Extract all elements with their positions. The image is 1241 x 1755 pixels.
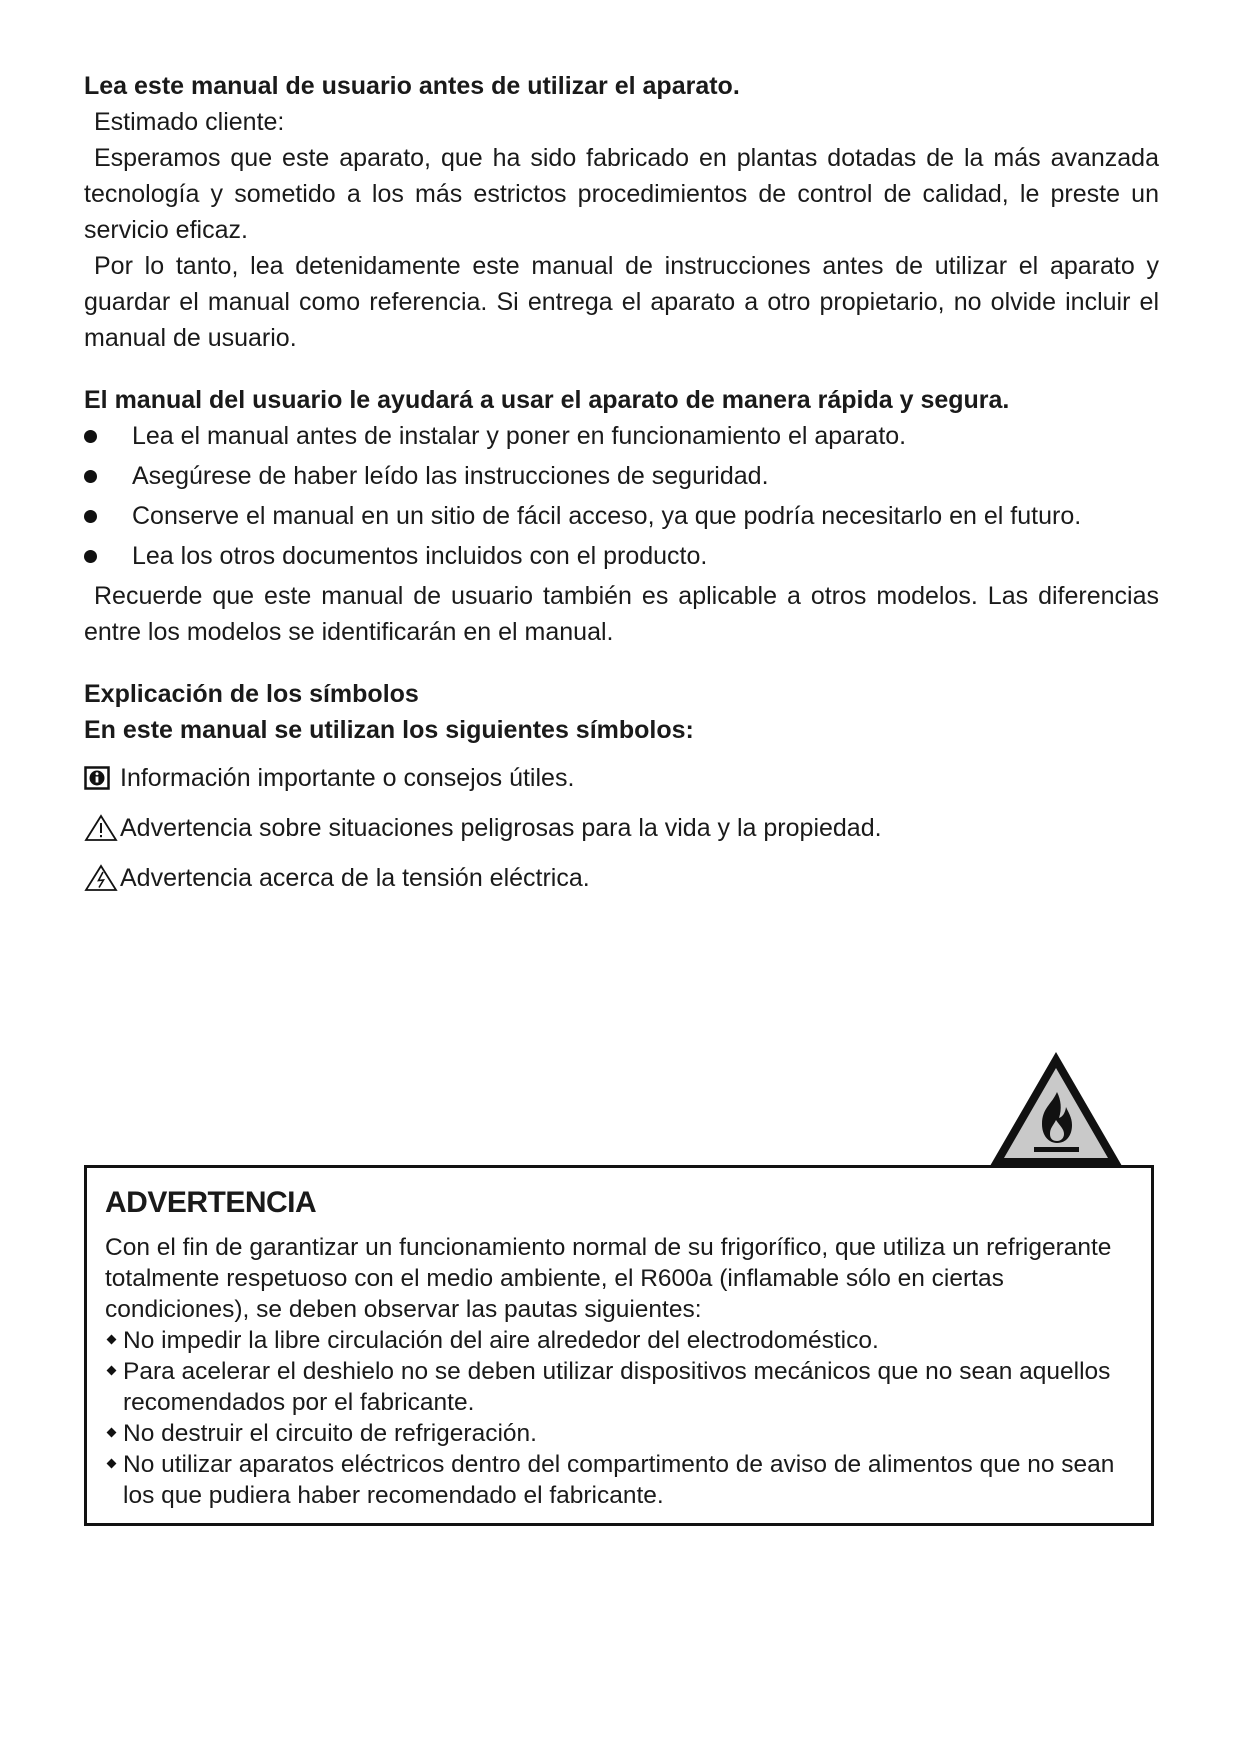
electric-warning-icon bbox=[84, 863, 120, 893]
models-note: Recuerde que este manual de usuario también es aplicable a otros modelos. Las diferencias entre los modelos se identificarán en el manual. bbox=[84, 582, 1159, 646]
warning-title: ADVERTENCIA bbox=[105, 1186, 317, 1219]
warning-triangle-icon bbox=[84, 813, 120, 843]
list-item: Lea el manual antes de instalar y poner en funcionamiento el aparato. bbox=[84, 418, 1159, 454]
bullet-icon bbox=[84, 470, 97, 483]
symbol-row-electric bbox=[84, 860, 1159, 896]
list-item: Para acelerar el deshielo no se deben utilizar dispositivos mecánicos que no sean aquellos recomendados por el fabricante. bbox=[105, 1356, 1133, 1418]
list-item: Conserve el manual en un sitio de fácil acceso, ya que podría necesitarlo en el futuro. bbox=[84, 498, 1159, 534]
list-item: Lea los otros documentos incluidos con el producto. bbox=[84, 538, 1159, 574]
info-icon bbox=[84, 763, 120, 793]
symbols-heading: Explicación de los símbolos bbox=[84, 680, 419, 708]
flammable-warning-icon bbox=[986, 1048, 1126, 1170]
symbol-row-warning bbox=[84, 810, 1159, 846]
warning-list bbox=[105, 1325, 1133, 1511]
list-item: No utilizar aparatos eléctricos dentro del compartimento de aviso de alimentos que no sean los que pudiera haber recomendado el fabricante. bbox=[105, 1449, 1133, 1511]
usage-heading: El manual del usuario le ayudará a usar el aparato de manera rápida y segura. bbox=[84, 386, 1010, 414]
intro-paragraph-2: Por lo tanto, lea detenidamente este manual de instrucciones antes de utilizar el aparato y guardar el manual como referencia. Si entrega el aparato a otro propietario, no olvide incluir el manual de usuario. bbox=[84, 252, 1159, 352]
intro-paragraph-1: Esperamos que este aparato, que ha sido fabricado en plantas dotadas de la más avanzada tecnología y sometido a los más estrictos procedimientos de control de calidad, le preste un servicio eficaz. bbox=[84, 144, 1159, 244]
bullet-icon bbox=[84, 510, 97, 523]
list-item: Asegúrese de haber leído las instrucciones de seguridad. bbox=[84, 458, 1159, 494]
symbols-subheading: En este manual se utilizan los siguientes símbolos: bbox=[84, 716, 694, 744]
symbol-text: Advertencia sobre situaciones peligrosas para la vida y la propiedad. bbox=[120, 814, 882, 842]
symbol-text: Información importante o consejos útiles. bbox=[120, 764, 575, 792]
list-item: No impedir la libre circulación del aire alrededor del electrodoméstico. bbox=[105, 1325, 1133, 1356]
greeting: Estimado cliente: bbox=[94, 108, 285, 136]
bullet-icon bbox=[84, 550, 97, 563]
warning-body: Con el fin de garantizar un funcionamiento normal de su frigorífico, que utiliza un refrigerante totalmente respetuoso con el medio ambiente, el R600a (inflamable sólo en ciertas condiciones), se deben observar las pautas siguientes: bbox=[105, 1234, 1112, 1323]
bullet-icon bbox=[84, 430, 97, 443]
symbol-text: Advertencia acerca de la tensión eléctrica. bbox=[120, 864, 590, 892]
list-item: No destruir el circuito de refrigeración. bbox=[105, 1418, 1133, 1449]
manual-page bbox=[84, 68, 1159, 896]
symbol-row-info bbox=[84, 760, 1159, 796]
warning-box bbox=[84, 1165, 1154, 1526]
intro-heading: Lea este manual de usuario antes de utilizar el aparato. bbox=[84, 72, 740, 100]
usage-list bbox=[84, 418, 1159, 574]
